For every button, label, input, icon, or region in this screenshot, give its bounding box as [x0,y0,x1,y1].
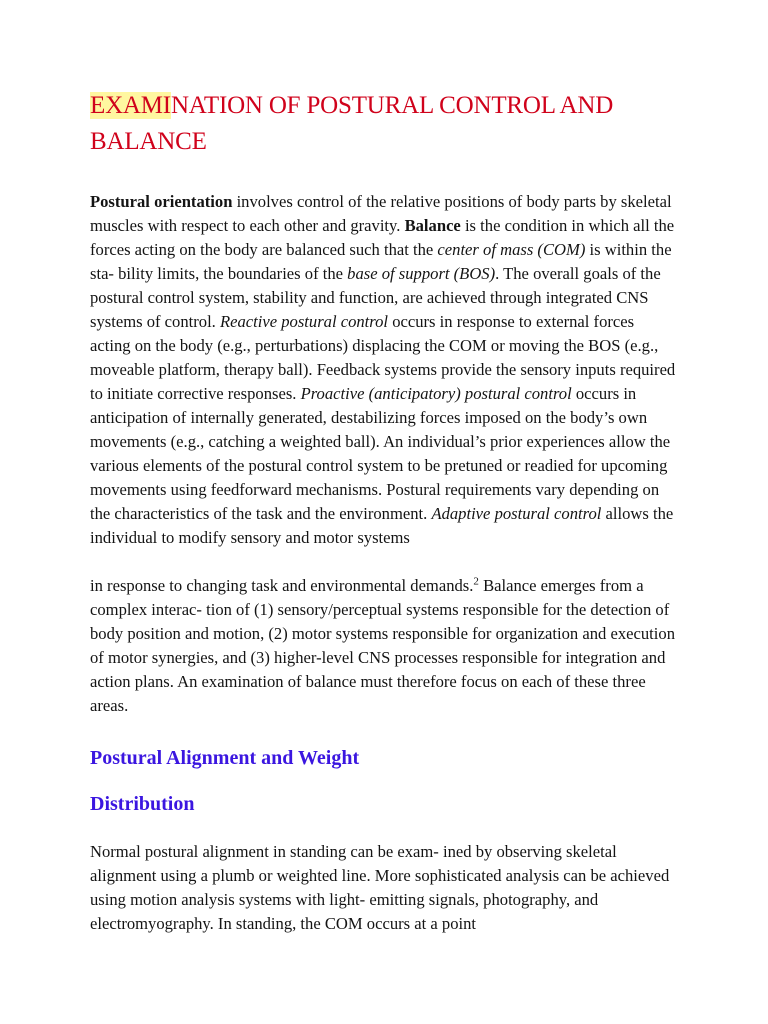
section-heading-distribution: Distribution [90,793,195,815]
text-run: occurs in response to external forces acting on the body (e.g., perturbations) displacing the COM or moving the BOS (e.g., moveable platform, therapy ball). Feedback systems provide the sensory inputs required to initiate corrective responses. [90,312,676,403]
paragraph-postural-orientation [90,190,678,550]
text-run: . The overall goals of the postural control system, stability and function, are achieved through integrated CNS systems of control. [90,264,661,331]
title-highlight: EXAMI [90,92,171,119]
text-run: involves control of the relative positions of body parts by skeletal muscles with respect to each other and gravity. [90,192,672,235]
title-rest: NATION OF POSTURAL CONTROL AND BALANCE [90,92,614,155]
text-run: is the condition in which all the forces acting on the body are balanced such that the [90,216,675,259]
italic-term: Adaptive postural control [431,504,602,523]
italic-term: base of support (BOS) [347,264,496,283]
bold-term: Balance [404,216,461,235]
text-run: is within the sta- bility limits, the boundaries of the [90,240,672,283]
italic-term: Proactive (anticipatory) postural control [300,384,572,403]
paragraph-balance-emerges [90,574,678,718]
citation-superscript: 2 [473,575,479,588]
document-title [90,88,678,160]
text-run: Balance emerges from a complex interac- tion of (1) sensory/perceptual systems responsible for the detection of body position and motion, (2) motor systems responsible for organization and execution of motor synergies, and (3) higher-level CNS processes responsible for integration and action plans. An examination of balance must therefore focus on each of these three areas. [90,576,675,715]
italic-term: Reactive postural control [219,312,389,331]
section-heading-alignment: Postural Alignment and Weight [90,747,360,769]
text-run: Normal postural alignment in standing can be exam- ined by observing skeletal alignment using a plumb or weighted line. More sophisticated analysis can be achieved using motion analysis systems with light- emitting signals, photography, and electromyography. In standing, the COM occurs at a point [90,842,670,933]
text-run: in response to changing task and environmental demands. [90,576,474,595]
italic-term: center of mass (COM) [437,240,586,259]
paragraph-normal-alignment [90,840,678,936]
text-run: allows the individual to modify sensory and motor systems [90,504,674,547]
bold-term: Postural orientation [90,192,233,211]
text-run: occurs in anticipation of internally generated, destabilizing forces imposed on the body’s own movements (e.g., catching a weighted ball). An individual’s prior experiences allow the various elements of the postural control system to be pretuned or readied for upcoming movements using feedforward mechanisms. Postural requirements vary depending on the characteristics of the task and the environment. [90,384,671,523]
